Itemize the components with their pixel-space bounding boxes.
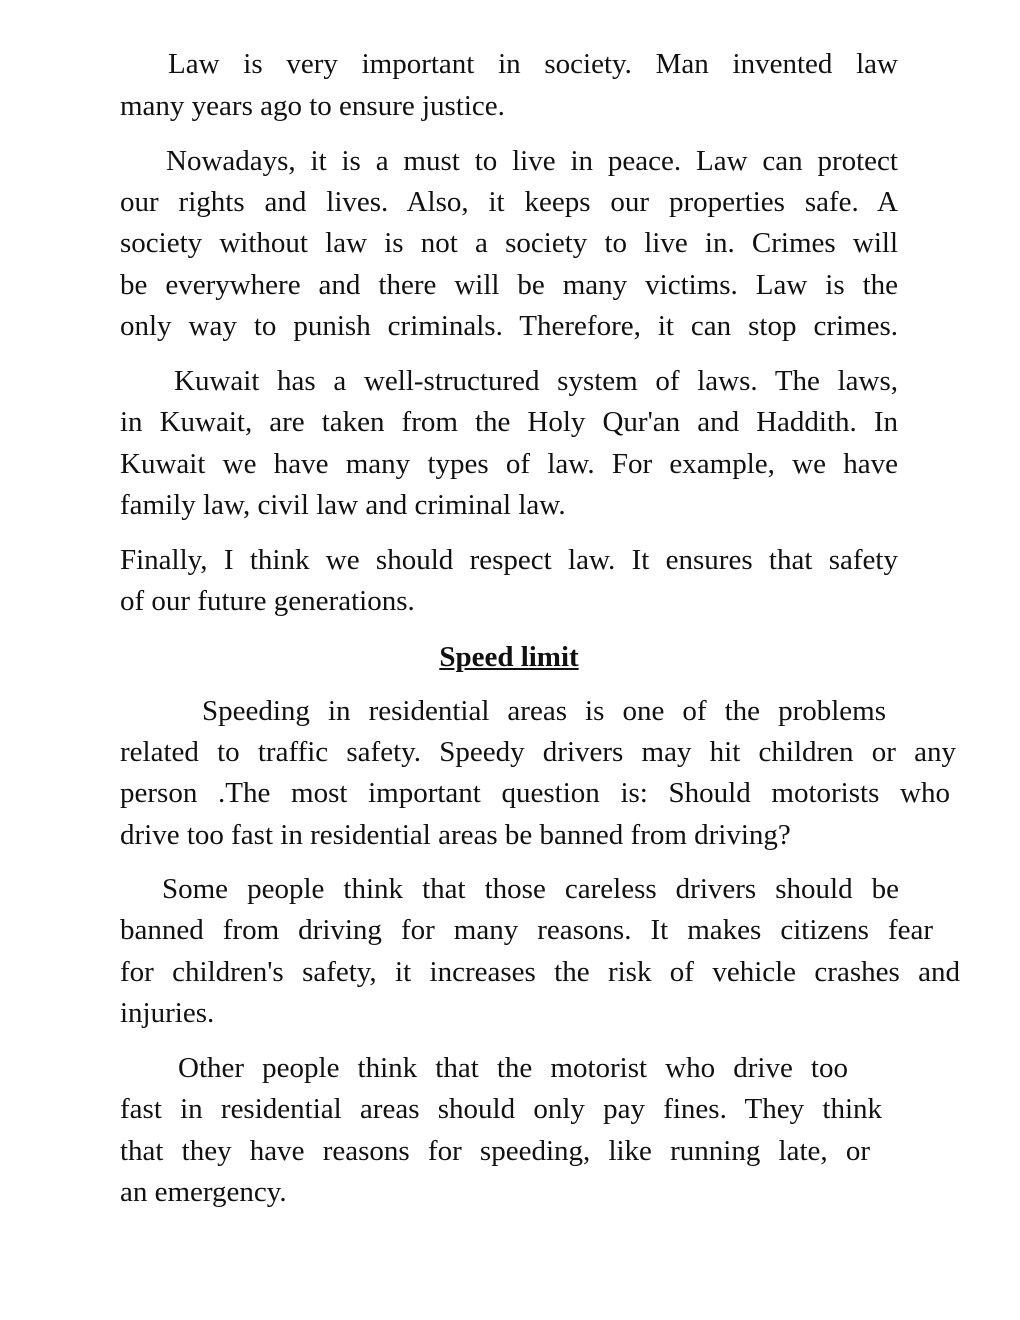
text-line: person .The most important question is: Should motorists who xyxy=(120,777,950,809)
text-line: Kuwait we have many types of law. For example, we have xyxy=(120,448,898,480)
text-line: injuries. xyxy=(120,997,215,1029)
text-line: drive too fast in residential areas be banned from driving? xyxy=(120,819,791,851)
section-heading: Speed limit xyxy=(439,641,579,673)
text-line: our rights and lives. Also, it keeps our properties safe. A xyxy=(120,186,898,218)
text-line: only way to punish criminals. Therefore, it can stop crimes. xyxy=(120,310,898,342)
text-line: Kuwait has a well-structured system of laws. The laws, xyxy=(174,365,898,397)
text-line: related to traffic safety. Speedy drivers may hit children or any xyxy=(120,736,956,768)
text-line: an emergency. xyxy=(120,1176,287,1208)
text-line: many years ago to ensure justice. xyxy=(120,90,505,122)
text-line: that they have reasons for speeding, like running late, or xyxy=(120,1135,870,1167)
text-line: banned from driving for many reasons. It makes citizens fear xyxy=(120,914,933,946)
text-line: Nowadays, it is a must to live in peace. Law can protect xyxy=(166,145,898,177)
text-line: family law, civil law and criminal law. xyxy=(120,489,566,521)
text-line: fast in residential areas should only pay fines. They think xyxy=(120,1093,882,1125)
text-line: Finally, I think we should respect law. It ensures that safety xyxy=(120,544,898,576)
text-line: be everywhere and there will be many victims. Law is the xyxy=(120,269,898,301)
text-line: Law is very important in society. Man invented law xyxy=(168,48,898,80)
text-line: Speeding in residential areas is one of the problems xyxy=(202,695,886,727)
text-line: for children's safety, it increases the risk of vehicle crashes and xyxy=(120,956,960,988)
text-line: society without law is not a society to live in. Crimes will xyxy=(120,227,898,259)
text-line: in Kuwait, are taken from the Holy Qur'an and Haddith. In xyxy=(120,406,898,438)
text-line: Some people think that those careless drivers should be xyxy=(162,873,899,905)
text-line: Other people think that the motorist who drive too xyxy=(178,1052,848,1084)
text-line: of our future generations. xyxy=(120,585,415,617)
